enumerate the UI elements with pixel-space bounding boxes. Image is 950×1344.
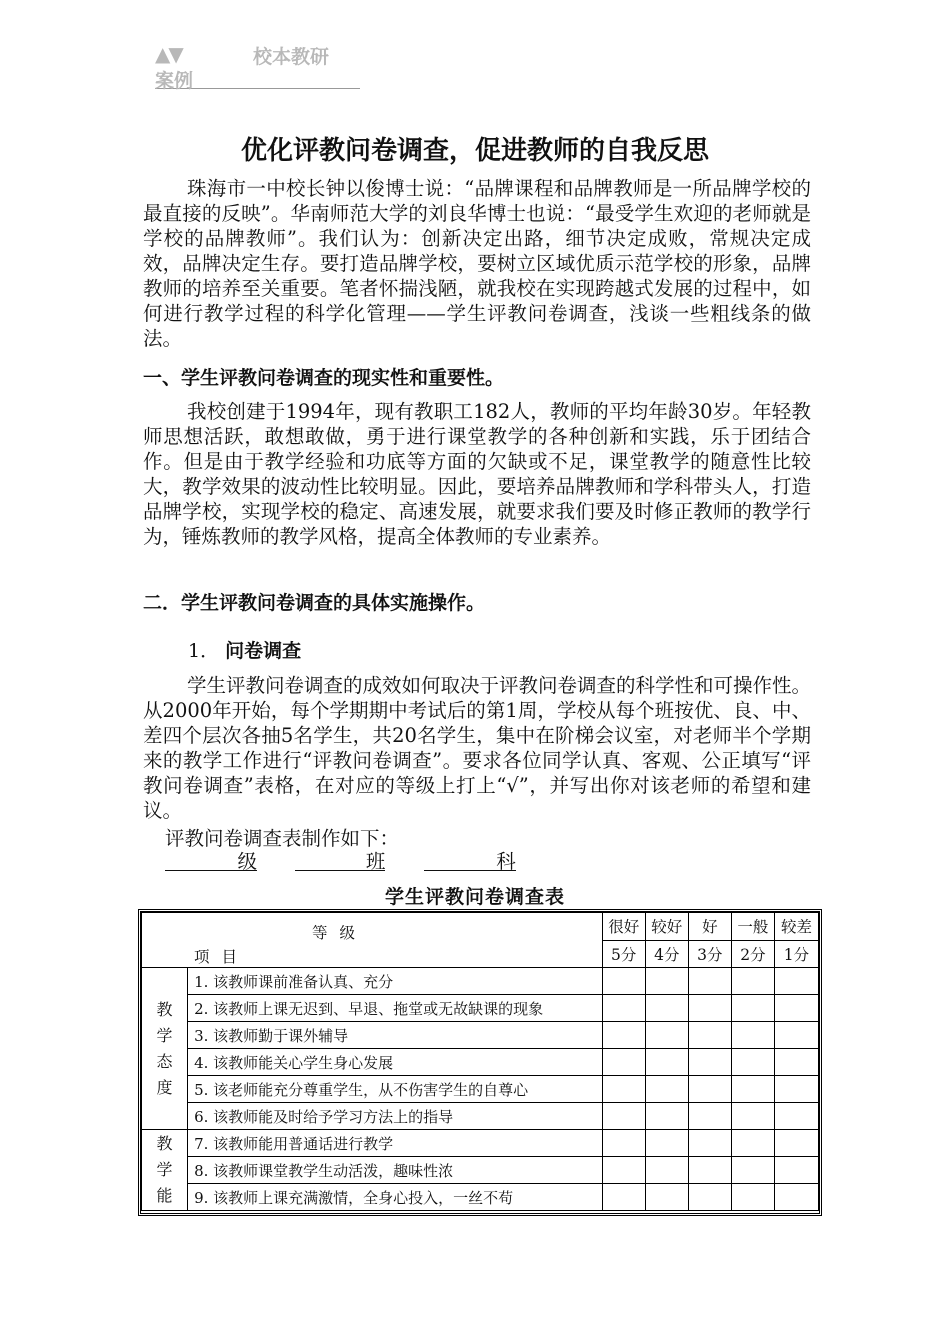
- survey-item: 5. 该老师能充分尊重学生，从不伤害学生的自尊心: [188, 1076, 603, 1103]
- table-corner-header: [142, 913, 603, 968]
- grade-header: 较差: [774, 913, 818, 941]
- survey-item: 6. 该教师能及时给予学习方法上的指导: [188, 1103, 603, 1130]
- rating-cell[interactable]: [602, 1103, 645, 1130]
- rating-cell[interactable]: [688, 1076, 731, 1103]
- rating-cell[interactable]: [602, 1157, 645, 1184]
- header-label: 校本教研: [253, 46, 330, 68]
- class-fill-line: [165, 846, 516, 873]
- subsection-number: 1．: [188, 640, 220, 662]
- table-row: [142, 1130, 819, 1157]
- rating-cell[interactable]: [645, 1022, 688, 1049]
- section-1-paragraph: 我校创建于1994年，现有教职工182人，教师的平均年龄30岁。年轻教师思想活跃，敢想敢做，勇于进行课堂教学的各种创新和实践，乐于团结合作。但是由于教学经验和功底等方面的欠缺或不足，课堂教学的随意性比较大，教学效果的波动性比较明显。因此，要培养品牌教师和学科带头人，打造品牌学校，实现学校的稳定、高速发展，就要求我们要及时修正教师的教学行为，锤炼教师的教学风格，提高全体教师的专业素养。: [143, 400, 811, 548]
- article-title: 优化评教问卷调查，促进教师的自我反思: [240, 136, 709, 166]
- rating-cell[interactable]: [731, 1022, 774, 1049]
- rating-cell[interactable]: [688, 995, 731, 1022]
- rating-cell[interactable]: [645, 995, 688, 1022]
- grade-header: 一般: [731, 913, 774, 941]
- table-row: [142, 1022, 819, 1049]
- corner-item-label: 项目: [194, 948, 250, 966]
- rating-cell[interactable]: [645, 1103, 688, 1130]
- survey-item: 4. 该教师能关心学生身心发展: [188, 1049, 603, 1076]
- rating-cell[interactable]: [688, 1049, 731, 1076]
- class-blank: 班: [295, 846, 385, 871]
- rating-cell[interactable]: [774, 1130, 818, 1157]
- rating-cell[interactable]: [645, 1184, 688, 1211]
- rating-cell[interactable]: [688, 1184, 731, 1211]
- rating-cell[interactable]: [731, 1103, 774, 1130]
- rating-cell[interactable]: [774, 1184, 818, 1211]
- table-intro: 评教问卷调查表制作如下：: [165, 827, 400, 850]
- rating-cell[interactable]: [688, 968, 731, 995]
- rating-cell[interactable]: [645, 1157, 688, 1184]
- survey-item: 3. 该教师勤于课外辅导: [188, 1022, 603, 1049]
- intro-paragraph: 珠海市一中校长钟以俊博士说：“品牌课程和品牌教师是一所品牌学校的最直接的反映”。华南师范大学的刘良华博士也说：“最受学生欢迎的老师就是学校的品牌教师”。我们认为：创新决定出路，细节决定成败，常规决定成效，品牌决定生存。要打造品牌学校，要树立区域优质示范学校的形象，品牌教师的培养至关重要。笔者怀揣浅陋，就我校在实现跨越式发展的过程中，如何进行教学过程的科学化管理——学生评教问卷调查，浅谈一些粗线条的做法。: [143, 177, 811, 350]
- rating-cell[interactable]: [688, 1022, 731, 1049]
- rating-cell[interactable]: [602, 1076, 645, 1103]
- table-row: [142, 1049, 819, 1076]
- rating-cell[interactable]: [688, 1103, 731, 1130]
- survey-table: [138, 909, 822, 1216]
- score-header: 5分: [602, 940, 645, 968]
- rating-cell[interactable]: [602, 1022, 645, 1049]
- table-row: [142, 968, 819, 995]
- rating-cell[interactable]: [602, 995, 645, 1022]
- rating-cell[interactable]: [774, 1157, 818, 1184]
- corner-grade-label: 等级: [312, 924, 368, 942]
- table-caption: 学生评教问卷调查表: [384, 886, 565, 908]
- rating-cell[interactable]: [731, 968, 774, 995]
- section-1-heading: 一、学生评教问卷调查的现实性和重要性。: [143, 367, 505, 389]
- rating-cell[interactable]: [774, 995, 818, 1022]
- survey-item: 7. 该教师能用普通话进行教学: [188, 1130, 603, 1157]
- table-row: [142, 1076, 819, 1103]
- rating-cell[interactable]: [774, 968, 818, 995]
- section-2-heading: 二．学生评教问卷调查的具体实施操作。: [143, 592, 486, 614]
- survey-item: 1. 该教师课前准备认真、充分: [188, 968, 603, 995]
- rating-cell[interactable]: [774, 1103, 818, 1130]
- subject-blank: 科: [424, 846, 516, 871]
- survey-item: 9. 该教师上课充满激情，全身心投入，一丝不苟: [188, 1184, 603, 1211]
- rating-cell[interactable]: [688, 1130, 731, 1157]
- rating-cell[interactable]: [645, 1049, 688, 1076]
- rating-cell[interactable]: [602, 1049, 645, 1076]
- rating-cell[interactable]: [774, 1049, 818, 1076]
- table-row: [142, 995, 819, 1022]
- table-row: [142, 1157, 819, 1184]
- subsection-title: 问卷调查: [225, 640, 302, 662]
- grade-header: 很好: [602, 913, 645, 941]
- rating-cell[interactable]: [731, 1157, 774, 1184]
- rating-cell[interactable]: [688, 1157, 731, 1184]
- grade-blank: 级: [165, 846, 257, 871]
- rating-cell[interactable]: [602, 968, 645, 995]
- category-cell: 教学态度: [142, 968, 188, 1130]
- rating-cell[interactable]: [602, 1184, 645, 1211]
- survey-item: 8. 该教师课堂教学生动活泼，趣味性浓: [188, 1157, 603, 1184]
- category-cell: 教学能: [142, 1130, 188, 1211]
- table-row: [142, 1184, 819, 1211]
- table-row: [142, 1103, 819, 1130]
- score-header: 4分: [645, 940, 688, 968]
- rating-cell[interactable]: [731, 1130, 774, 1157]
- rating-cell[interactable]: [645, 1130, 688, 1157]
- rating-cell[interactable]: [602, 1130, 645, 1157]
- survey-item: 2. 该教师上课无迟到、早退、拖堂或无故缺课的现象: [188, 995, 603, 1022]
- rating-cell[interactable]: [731, 1184, 774, 1211]
- header-sublabel: 案例: [155, 70, 194, 92]
- rating-cell[interactable]: [774, 1076, 818, 1103]
- grade-header: 好: [688, 913, 731, 941]
- rating-cell[interactable]: [731, 995, 774, 1022]
- score-header: 2分: [731, 940, 774, 968]
- rating-cell[interactable]: [645, 968, 688, 995]
- score-header: 3分: [688, 940, 731, 968]
- subsection-heading: [188, 636, 301, 663]
- rating-cell[interactable]: [645, 1076, 688, 1103]
- rating-cell[interactable]: [774, 1022, 818, 1049]
- grade-header: 较好: [645, 913, 688, 941]
- rating-cell[interactable]: [731, 1049, 774, 1076]
- triangle-arrows-icon: ▲▼: [155, 42, 182, 66]
- section-2-paragraph: 学生评教问卷调查的成效如何取决于评教问卷调查的科学性和可操作性。从2000年开始，每个学期期中考试后的第1周，学校从每个班按优、良、中、差四个层次各抽5名学生，共20名学生，集中在阶梯会议室，对老师半个学期来的教学工作进行“评教问卷调查”。要求各位同学认真、客观、公正填写“评教问卷调查”表格，在对应的等级上打上“√”，并写出你对该老师的希望和建议。: [143, 674, 812, 822]
- rating-cell[interactable]: [731, 1076, 774, 1103]
- page-header: [155, 40, 360, 92]
- score-header: 1分: [774, 940, 818, 968]
